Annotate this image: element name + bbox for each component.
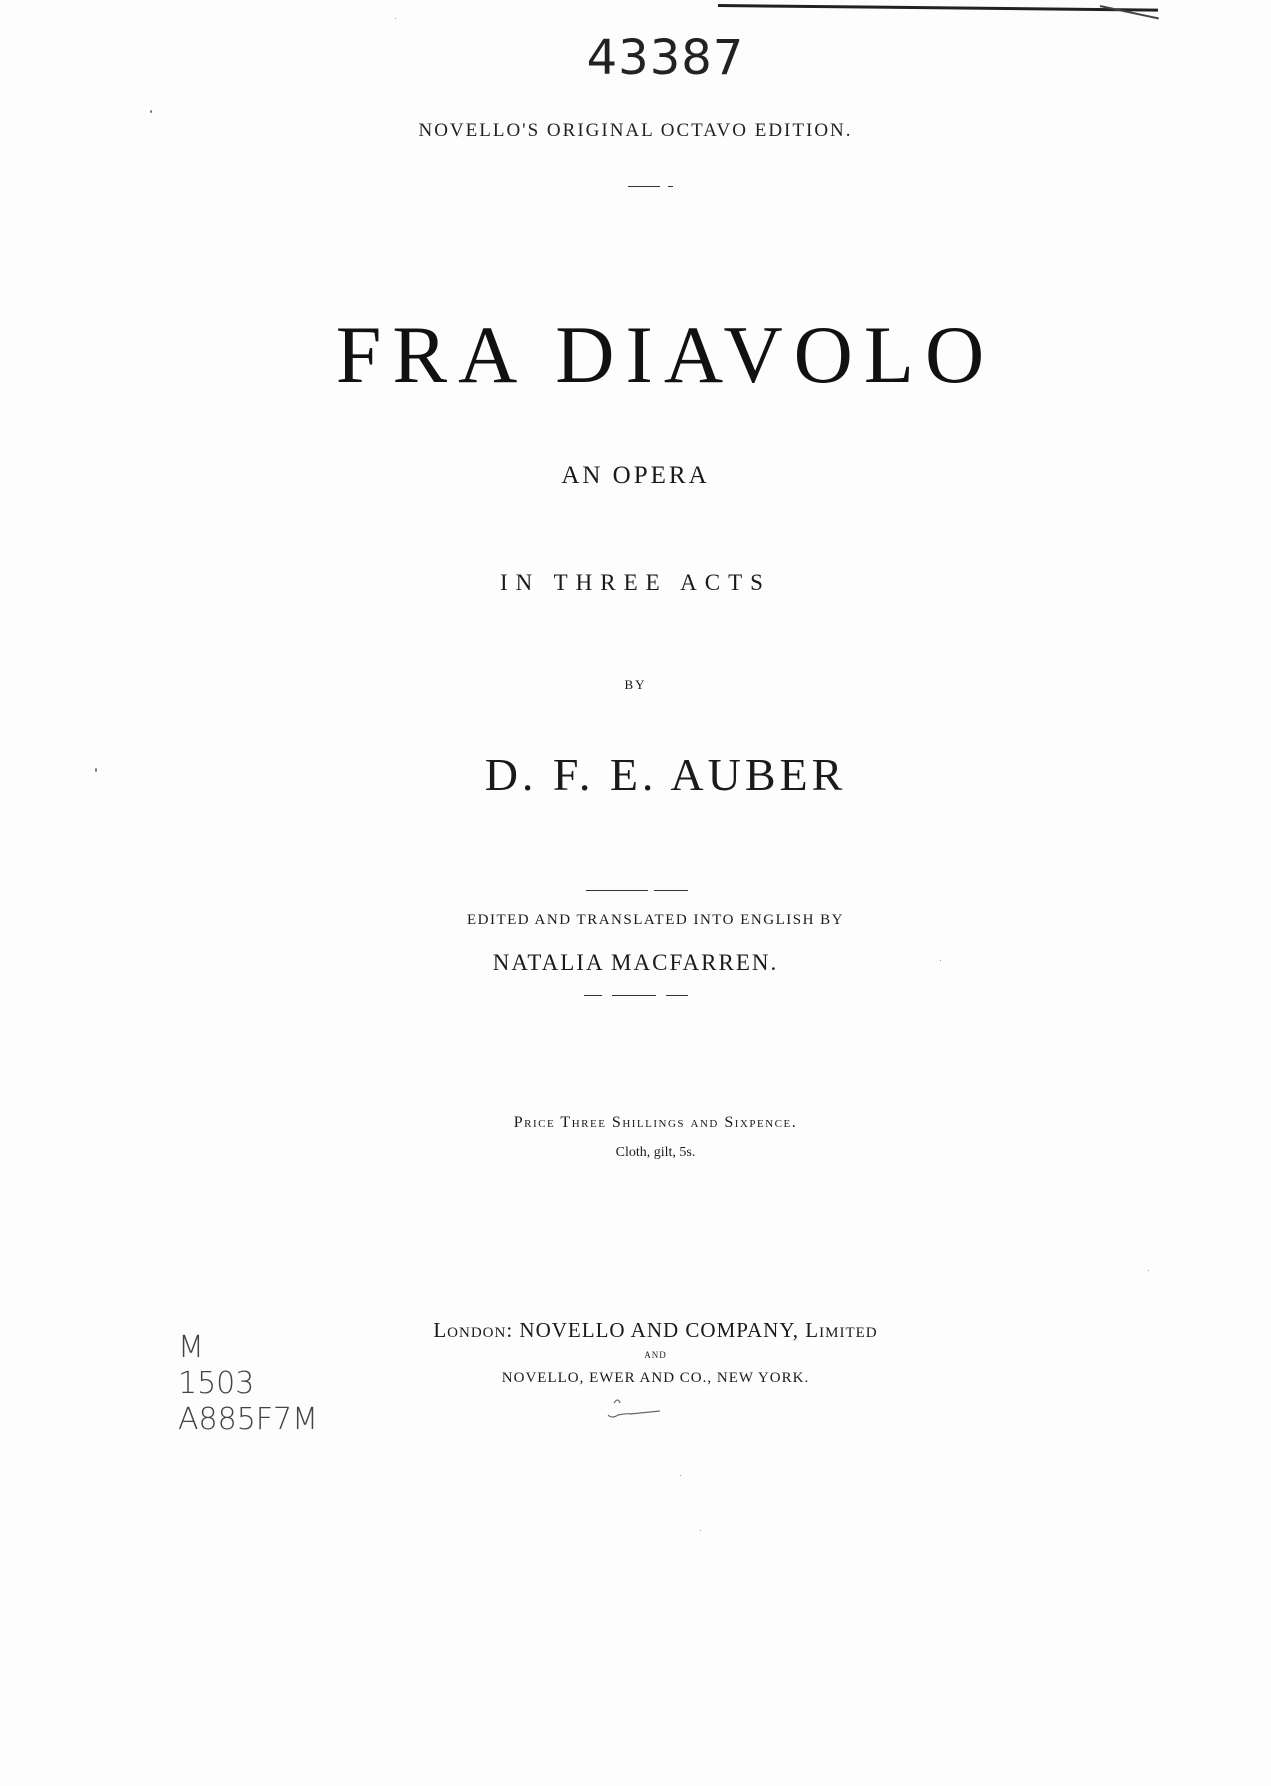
price-line: Price Three Shillings and Sixpence.	[513, 1114, 798, 1131]
us-publisher-line: NOVELLO, EWER AND CO., NEW YORK.	[501, 1370, 810, 1386]
ink-mark	[600, 1395, 670, 1425]
library-call-number	[178, 1330, 318, 1438]
editor-credit: EDITED AND TRANSLATED INTO ENGLISH BY	[466, 912, 844, 928]
publisher-conjunction: AND	[644, 1350, 667, 1360]
publisher-line: London: NOVELLO AND COMPANY, Limited	[433, 1318, 878, 1342]
paper-speck	[395, 18, 396, 19]
divider-rule-middle	[586, 890, 648, 891]
by-line: BY	[624, 677, 647, 692]
divider-rule-lower-dash	[666, 995, 688, 996]
paper-speck	[150, 110, 152, 113]
page-title: FRA DIAVOLO	[335, 309, 996, 400]
paper-speck	[700, 1530, 701, 1531]
divider-rule-lower-mid	[612, 995, 656, 996]
paper-speck	[940, 960, 941, 961]
editor-name: NATALIA MACFARREN.	[492, 950, 779, 975]
paper-speck	[1148, 1270, 1149, 1271]
call-number-line-2: 1503	[178, 1366, 255, 1401]
paper-speck	[680, 1475, 681, 1476]
subtitle: AN OPERA	[561, 462, 710, 489]
composer-name: D. F. E. AUBER	[484, 749, 847, 800]
call-number-line-3: A885F7M	[178, 1402, 319, 1437]
call-number-line-1: M	[178, 1330, 204, 1365]
top-edge-rule-tail	[1100, 5, 1159, 19]
paper-speck	[95, 768, 97, 772]
top-edge-rule	[718, 4, 1158, 12]
divider-rule-middle-dash	[654, 890, 688, 891]
divider-rule-top	[628, 186, 660, 187]
edition-line: NOVELLO'S ORIGINAL OCTAVO EDITION.	[418, 120, 853, 141]
acts-line: IN THREE ACTS	[500, 570, 771, 595]
binding-price: Cloth, gilt, 5s.	[615, 1145, 696, 1160]
serial-number: 43387	[586, 30, 745, 86]
divider-rule-top-dash	[668, 186, 673, 187]
divider-rule-lower	[584, 995, 602, 996]
